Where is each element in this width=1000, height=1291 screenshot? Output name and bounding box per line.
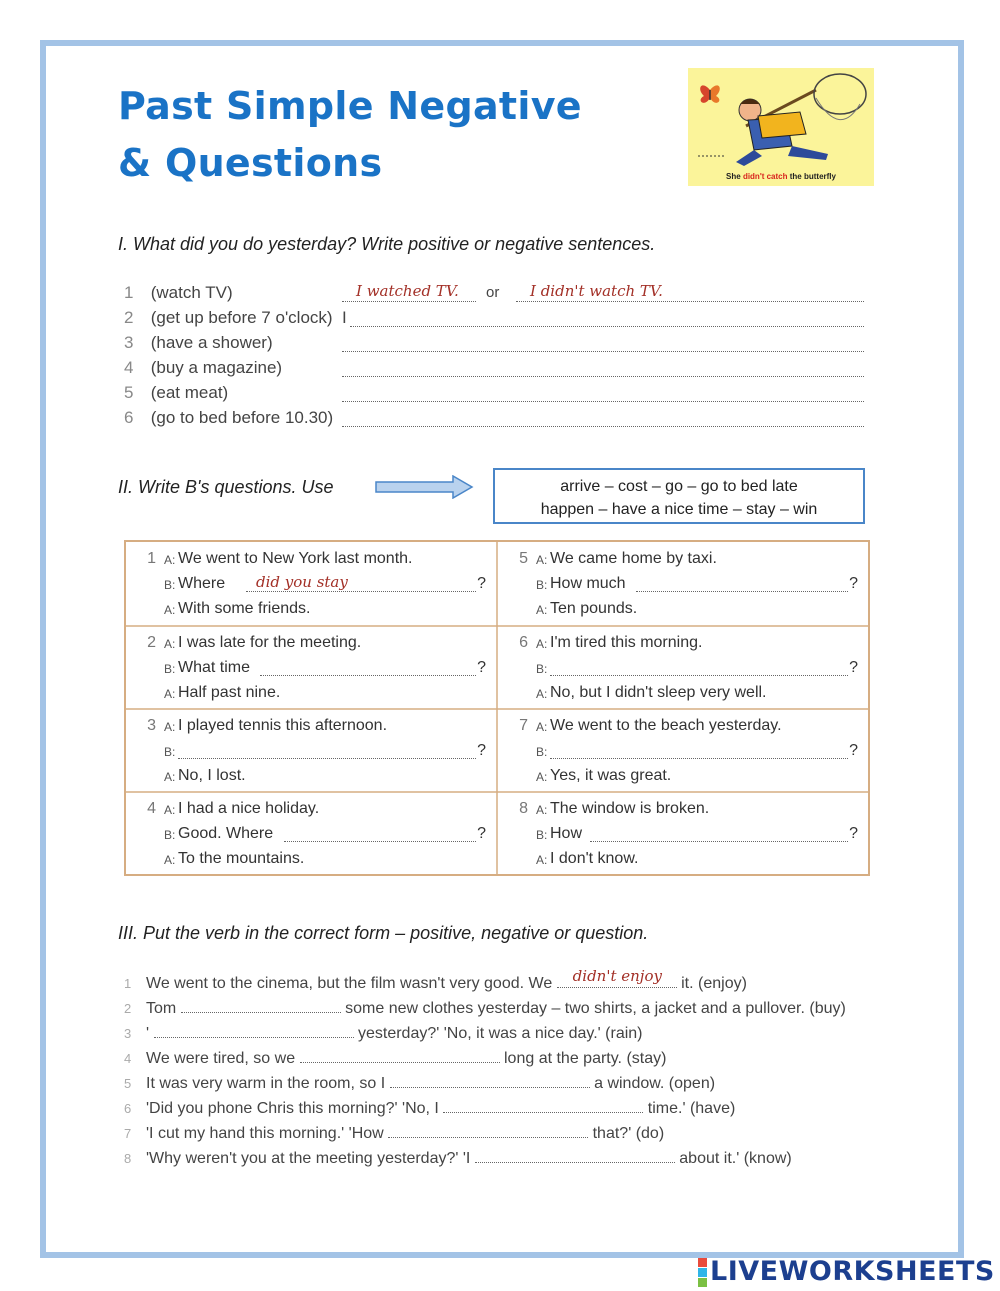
row-text-after: about it.' (know) bbox=[679, 1150, 792, 1167]
question-blank[interactable] bbox=[550, 659, 848, 676]
a-line: We went to New York last month. bbox=[178, 550, 413, 567]
section-1-heading: I. What did you do yesterday? Write positive or negative sentences. bbox=[118, 234, 656, 254]
row-number: 1 bbox=[124, 283, 134, 302]
row-prompt: (watch TV) bbox=[150, 283, 233, 302]
word-box-line-2: happen – have a nice time – stay – win bbox=[540, 501, 818, 518]
row-number: 4 bbox=[124, 358, 134, 377]
speaker-a: A: bbox=[536, 853, 548, 867]
row-text-before: ' bbox=[146, 1025, 150, 1042]
dialog-cell bbox=[126, 542, 498, 625]
speaker-a: A: bbox=[164, 803, 176, 817]
row-text-before: We went to the cinema, but the film wasn't very good. We bbox=[146, 975, 553, 992]
dialog-cell bbox=[126, 626, 498, 709]
arrow-right-icon bbox=[375, 475, 475, 499]
row-number: 3 bbox=[124, 333, 134, 352]
speaker-a: A: bbox=[164, 853, 176, 867]
question-blank[interactable] bbox=[636, 575, 848, 592]
a-reply: No, but I didn't sleep very well. bbox=[550, 684, 767, 701]
row-text-before: It was very warm in the room, so I bbox=[146, 1075, 386, 1092]
dialog-grid bbox=[124, 540, 870, 876]
speaker-a: A: bbox=[536, 603, 548, 617]
row-number: 6 bbox=[124, 1101, 132, 1116]
dialog-number: 4 bbox=[147, 800, 156, 817]
dialog-number: 3 bbox=[147, 717, 156, 734]
a-reply: To the mountains. bbox=[178, 850, 305, 867]
or-label: or bbox=[486, 284, 500, 301]
speaker-a: A: bbox=[536, 553, 548, 567]
b-line: How bbox=[550, 825, 583, 842]
caption-part-3: the butterfly bbox=[787, 172, 836, 181]
row-text-after: long at the party. (stay) bbox=[504, 1050, 667, 1067]
answer-blank[interactable] bbox=[443, 1097, 643, 1113]
dialog-number: 7 bbox=[519, 717, 528, 734]
answer-blank[interactable] bbox=[388, 1122, 588, 1138]
row-number: 1 bbox=[124, 976, 132, 991]
section-1-row bbox=[124, 408, 874, 433]
question-blank[interactable] bbox=[550, 742, 848, 759]
speaker-b: B: bbox=[536, 828, 548, 842]
section-3-row bbox=[124, 1022, 884, 1047]
a-reply: Half past nine. bbox=[178, 684, 281, 701]
answer-positive: I watched TV. bbox=[356, 282, 459, 300]
section-3-row bbox=[124, 997, 884, 1022]
answer-blank[interactable] bbox=[557, 967, 677, 988]
logo-text: LIVEWORKSHEETS bbox=[710, 1256, 995, 1287]
man-catching-butterfly-icon bbox=[688, 68, 874, 168]
question-mark: ? bbox=[477, 659, 486, 676]
row-prompt: (buy a magazine) bbox=[150, 358, 283, 377]
row-text-after: time.' (have) bbox=[647, 1100, 736, 1117]
answer-negative: I didn't watch TV. bbox=[530, 282, 663, 300]
answer-blank[interactable] bbox=[342, 408, 864, 427]
answer-blank[interactable] bbox=[390, 1072, 590, 1088]
answer-blank[interactable] bbox=[300, 1047, 500, 1063]
word-box bbox=[493, 468, 865, 524]
b-line: Where bbox=[178, 575, 226, 592]
question-blank[interactable] bbox=[284, 825, 476, 842]
section-3-row bbox=[124, 1072, 884, 1097]
question-mark: ? bbox=[477, 575, 486, 592]
section-1-row bbox=[124, 308, 874, 333]
speaker-b: B: bbox=[164, 745, 176, 759]
section-1-list bbox=[124, 283, 874, 433]
row-text-after: a window. (open) bbox=[594, 1075, 716, 1092]
speaker-b: B: bbox=[536, 662, 548, 676]
row-prompt: (go to bed before 10.30) bbox=[150, 408, 334, 427]
section-3-row bbox=[124, 1147, 884, 1172]
b-line: How much bbox=[550, 575, 626, 592]
b-line: What time bbox=[178, 659, 251, 676]
section-3-heading: III. Put the verb in the correct form – positive, negative or question. bbox=[118, 923, 649, 943]
a-line: We went to the beach yesterday. bbox=[550, 717, 782, 734]
speaker-b: B: bbox=[164, 578, 176, 592]
section-2-heading: II. Write B's questions. Use bbox=[118, 477, 334, 497]
dialog-cell bbox=[126, 709, 498, 792]
answer-blank[interactable] bbox=[154, 1022, 354, 1038]
speaker-a: A: bbox=[536, 770, 548, 784]
row-number: 2 bbox=[124, 308, 134, 327]
answer-blank[interactable] bbox=[342, 383, 864, 402]
a-reply: Yes, it was great. bbox=[550, 767, 672, 784]
caption-part-2: didn't catch bbox=[742, 172, 788, 181]
section-3-row bbox=[124, 1097, 884, 1122]
row-number: 6 bbox=[124, 408, 134, 427]
row-number: 7 bbox=[124, 1126, 132, 1141]
dialog-cell bbox=[498, 626, 870, 709]
illustration-caption bbox=[688, 172, 874, 181]
answer-blank[interactable] bbox=[181, 997, 341, 1013]
dialog-number: 8 bbox=[519, 800, 528, 817]
butterfly-illustration bbox=[688, 68, 874, 186]
a-line: I played tennis this afternoon. bbox=[178, 717, 388, 734]
question-mark: ? bbox=[477, 825, 486, 842]
row-number: 2 bbox=[124, 1001, 132, 1016]
row-prompt: (get up before 7 o'clock) bbox=[150, 308, 333, 327]
speaker-b: B: bbox=[164, 662, 176, 676]
row-number: 8 bbox=[124, 1151, 132, 1166]
question-mark: ? bbox=[849, 825, 858, 842]
a-line: We came home by taxi. bbox=[550, 550, 717, 567]
speaker-a: A: bbox=[536, 687, 548, 701]
page-title bbox=[118, 78, 582, 192]
dialog-number: 2 bbox=[147, 634, 156, 651]
a-reply: I don't know. bbox=[550, 850, 639, 867]
section-3-list bbox=[124, 967, 884, 1172]
section-1-row bbox=[124, 358, 874, 383]
section-3-row bbox=[124, 967, 884, 997]
logo-blocks-icon bbox=[698, 1257, 707, 1288]
speaker-a: A: bbox=[164, 720, 176, 734]
section-3-row bbox=[124, 1047, 884, 1072]
row-number: 3 bbox=[124, 1026, 132, 1041]
speaker-a: A: bbox=[164, 553, 176, 567]
row-text-before: 'I cut my hand this morning.' 'How bbox=[146, 1125, 384, 1142]
word-box-line-1: arrive – cost – go – go to bed late bbox=[560, 478, 798, 495]
row-number: 5 bbox=[124, 1076, 132, 1091]
dialog-cell bbox=[126, 792, 498, 875]
question-answer: did you stay bbox=[256, 573, 348, 591]
a-line: I was late for the meeting. bbox=[178, 634, 362, 651]
answer-blank[interactable] bbox=[475, 1147, 675, 1163]
speaker-a: A: bbox=[164, 637, 176, 651]
row-number: 4 bbox=[124, 1051, 132, 1066]
speaker-b: B: bbox=[536, 578, 548, 592]
answer-blank[interactable] bbox=[342, 333, 864, 352]
row-text-after: yesterday?' 'No, it was a nice day.' (rain) bbox=[357, 1025, 643, 1042]
question-blank[interactable] bbox=[178, 742, 476, 759]
row-text-before: 'Did you phone Chris this morning?' 'No, I bbox=[146, 1100, 439, 1117]
dialog-number: 5 bbox=[519, 550, 528, 567]
row-text-before: 'Why weren't you at the meeting yesterday?' 'I bbox=[146, 1150, 471, 1167]
b-line: Good. Where bbox=[178, 825, 274, 842]
question-mark: ? bbox=[477, 742, 486, 759]
row-number: 5 bbox=[124, 383, 134, 402]
answer-blank[interactable] bbox=[342, 358, 864, 377]
speaker-a: A: bbox=[164, 770, 176, 784]
question-mark: ? bbox=[849, 659, 858, 676]
row-text-after: that?' (do) bbox=[592, 1125, 665, 1142]
speaker-a: A: bbox=[536, 637, 548, 651]
section-1-row bbox=[124, 333, 874, 358]
liveworksheets-logo[interactable] bbox=[698, 1256, 995, 1288]
section-1-row bbox=[124, 383, 874, 408]
speaker-a: A: bbox=[164, 603, 176, 617]
question-mark: ? bbox=[849, 575, 858, 592]
a-reply: No, I lost. bbox=[178, 767, 246, 784]
question-blank[interactable] bbox=[260, 659, 476, 676]
dialog-cell bbox=[498, 709, 870, 792]
section-3-row bbox=[124, 1122, 884, 1147]
title-line-2: & Questions bbox=[118, 141, 383, 185]
question-mark: ? bbox=[849, 742, 858, 759]
row-text-before: We were tired, so we bbox=[146, 1050, 296, 1067]
speaker-b: B: bbox=[536, 745, 548, 759]
dialog-number: 1 bbox=[147, 550, 156, 567]
row-prompt: (eat meat) bbox=[150, 383, 229, 402]
section-1-row bbox=[124, 283, 874, 308]
row-text-after: it. (enjoy) bbox=[681, 975, 747, 992]
dialog-number: 6 bbox=[519, 634, 528, 651]
dialog-cell bbox=[498, 792, 870, 875]
answer-text: didn't enjoy bbox=[572, 967, 662, 985]
speaker-a: A: bbox=[536, 803, 548, 817]
a-line: I'm tired this morning. bbox=[550, 634, 703, 651]
speaker-a: A: bbox=[536, 720, 548, 734]
row-text-after: some new clothes yesterday – two shirts, a jacket and a pullover. (buy) bbox=[345, 1000, 846, 1017]
a-line: I had a nice holiday. bbox=[178, 800, 320, 817]
row-text-before: Tom bbox=[146, 1000, 177, 1017]
speaker-b: B: bbox=[164, 828, 176, 842]
a-line: The window is broken. bbox=[550, 800, 710, 817]
caption-part-1: She bbox=[726, 172, 743, 181]
a-reply: With some friends. bbox=[178, 600, 311, 617]
a-reply: Ten pounds. bbox=[550, 600, 638, 617]
answer-blank[interactable] bbox=[350, 308, 864, 327]
row-prompt: (have a shower) bbox=[150, 333, 273, 352]
answer-start: I bbox=[342, 308, 347, 327]
speaker-a: A: bbox=[164, 687, 176, 701]
title-line-1: Past Simple Negative bbox=[118, 84, 582, 128]
question-blank[interactable] bbox=[590, 825, 848, 842]
dialog-cell bbox=[498, 542, 870, 625]
